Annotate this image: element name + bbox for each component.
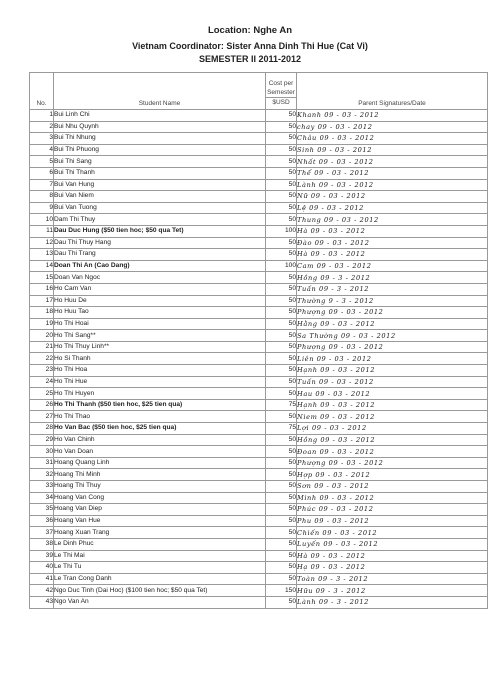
semester-heading: SEMESTER II 2011-2012 — [198, 54, 302, 64]
column-header-signature: Parent Signatures/Date — [297, 73, 488, 110]
parent-signature: Cam 09 - 03 - 2012 — [297, 260, 488, 272]
parent-signature: Hợp 09 - 03 - 2012 — [297, 469, 488, 481]
table-row — [30, 330, 488, 342]
student-name: Bui Thi Sang — [54, 156, 266, 168]
cost-value: 50 — [266, 365, 297, 377]
cost-value: 50 — [266, 133, 297, 145]
student-number: 1 — [30, 110, 54, 122]
student-number: 16 — [30, 283, 54, 295]
student-number: 12 — [30, 237, 54, 249]
table-row — [30, 434, 488, 446]
student-number: 24 — [30, 376, 54, 388]
student-number: 14 — [30, 260, 54, 272]
student-name: Doan Thi An (Cao Dang) — [54, 260, 266, 272]
student-name: Dam Thi Thuy — [54, 214, 266, 226]
parent-signature: Phúc 09 - 03 - 2012 — [297, 504, 488, 516]
cost-value: 100 — [266, 225, 297, 237]
table-row — [30, 121, 488, 133]
student-number: 8 — [30, 191, 54, 203]
student-name: Ho Thi Thanh ($50 tien hoc, $25 tien qua) — [54, 399, 266, 411]
cost-value: 50 — [266, 504, 297, 516]
student-number: 5 — [30, 156, 54, 168]
parent-signature: Hà 09 - 03 - 2012 — [297, 225, 488, 237]
parent-signature: Phượng 09 - 03 - 2012 — [297, 307, 488, 319]
cost-header-currency: $USD — [266, 97, 296, 107]
cost-value: 50 — [266, 156, 297, 168]
student-name: Dau Thi Thuy Hang — [54, 237, 266, 249]
student-number: 23 — [30, 365, 54, 377]
table-row — [30, 411, 488, 423]
table-row — [30, 585, 488, 597]
student-number: 32 — [30, 469, 54, 481]
parent-signature: Khanh 09 - 03 - 2012 — [297, 110, 488, 122]
parent-signature: Lành 09 - 3 - 2012 — [297, 596, 488, 608]
parent-signature: Hạnh 09 - 03 - 2012 — [297, 399, 488, 411]
parent-signature: Châu 09 - 03 - 2012 — [297, 133, 488, 145]
parent-signature: Lệ 09 - 03 - 2012 — [297, 202, 488, 214]
student-name: Le Tran Cong Danh — [54, 573, 266, 585]
cost-value: 50 — [266, 515, 297, 527]
parent-signature: Lành 09 - 03 - 2012 — [297, 179, 488, 191]
cost-value: 50 — [266, 562, 297, 574]
table-row — [30, 399, 488, 411]
student-number: 41 — [30, 573, 54, 585]
student-name: Hoang Van Diep — [54, 504, 266, 516]
table-row — [30, 527, 488, 539]
parent-signature: Tuấn 09 - 3 - 2012 — [297, 283, 488, 295]
column-header-no: No. — [30, 73, 54, 110]
roster-body — [30, 110, 488, 609]
parent-signature: Lợi 09 - 03 - 2012 — [297, 423, 488, 435]
cost-value: 50 — [266, 538, 297, 550]
cost-value: 50 — [266, 202, 297, 214]
cost-value: 50 — [266, 388, 297, 400]
table-header-row — [30, 73, 488, 110]
student-name: Dau Duc Hung ($50 tien hoc; $50 qua Tet) — [54, 225, 266, 237]
student-number: 29 — [30, 434, 54, 446]
student-number: 40 — [30, 562, 54, 574]
cost-value: 50 — [266, 307, 297, 319]
student-name: Ho Cam Van — [54, 283, 266, 295]
table-row — [30, 562, 488, 574]
table-row — [30, 341, 488, 353]
student-name: Hoang Van Cong — [54, 492, 266, 504]
cost-value: 50 — [266, 179, 297, 191]
student-name: Bui Thi Thanh — [54, 167, 266, 179]
table-row — [30, 272, 488, 284]
parent-signature: chay 09 - 03 - 2012 — [297, 121, 488, 133]
cost-value: 50 — [266, 167, 297, 179]
student-number: 18 — [30, 307, 54, 319]
parent-signature: Liên 09 - 03 - 2012 — [297, 353, 488, 365]
table-row — [30, 376, 488, 388]
parent-signature: Thung 09 - 03 - 2012 — [297, 214, 488, 226]
parent-signature: Hà 09 - 03 - 2012 — [297, 249, 488, 261]
table-row — [30, 202, 488, 214]
cost-value: 50 — [266, 295, 297, 307]
student-name: Ho Van Doan — [54, 446, 266, 458]
table-row — [30, 492, 488, 504]
student-number: 33 — [30, 481, 54, 493]
cost-value: 75 — [266, 423, 297, 435]
student-name: Ho Thi Huyen — [54, 388, 266, 400]
table-row — [30, 573, 488, 585]
parent-signature: Hà 09 - 03 - 2012 — [297, 550, 488, 562]
cost-value: 50 — [266, 353, 297, 365]
parent-signature: Đào 09 - 03 - 2012 — [297, 237, 488, 249]
student-name: Doan Van Ngoc — [54, 272, 266, 284]
parent-signature: Hồng 09 - 3 - 2012 — [297, 272, 488, 284]
parent-signature: Phượng 09 - 03 - 2012 — [297, 341, 488, 353]
table-row — [30, 596, 488, 608]
student-number: 11 — [30, 225, 54, 237]
table-row — [30, 538, 488, 550]
table-row — [30, 515, 488, 527]
parent-signature: Minh 09 - 03 - 2012 — [297, 492, 488, 504]
student-name: Bui Thi Nhung — [54, 133, 266, 145]
cost-value: 50 — [266, 272, 297, 284]
student-name: Ho Thi Hue — [54, 376, 266, 388]
student-number: 6 — [30, 167, 54, 179]
cost-value: 50 — [266, 191, 297, 203]
student-name: Ho Thi Thuy Linh** — [54, 341, 266, 353]
student-name: Bui Van Hung — [54, 179, 266, 191]
cost-value: 150 — [266, 585, 297, 597]
student-number: 31 — [30, 457, 54, 469]
cost-value: 50 — [266, 249, 297, 261]
cost-value: 50 — [266, 481, 297, 493]
student-number: 26 — [30, 399, 54, 411]
cost-value: 50 — [266, 527, 297, 539]
table-row — [30, 550, 488, 562]
table-row — [30, 144, 488, 156]
table-row — [30, 481, 488, 493]
parent-signature: Thường 9 - 3 - 2012 — [297, 295, 488, 307]
parent-signature: Hau 09 - 03 - 2012 — [297, 388, 488, 400]
table-row — [30, 167, 488, 179]
table-row — [30, 225, 488, 237]
student-name: Bui Van Niem — [54, 191, 266, 203]
table-row — [30, 318, 488, 330]
table-row — [30, 260, 488, 272]
student-number: 3 — [30, 133, 54, 145]
student-number: 35 — [30, 504, 54, 516]
parent-signature: Phượng 09 - 03 - 2012 — [297, 457, 488, 469]
cost-value: 50 — [266, 376, 297, 388]
cost-value: 50 — [266, 550, 297, 562]
table-row — [30, 237, 488, 249]
parent-signature: Nhất 09 - 03 - 2012 — [297, 156, 488, 168]
student-name: Ho Thi Sang** — [54, 330, 266, 342]
student-name: Hoang Quang Linh — [54, 457, 266, 469]
student-name: Dau Thi Trang — [54, 249, 266, 261]
cost-value: 50 — [266, 283, 297, 295]
table-row — [30, 249, 488, 261]
student-name: Le Dinh Phuc — [54, 538, 266, 550]
table-row — [30, 307, 488, 319]
parent-signature: Sa Thường 09 - 03 - 2012 — [297, 330, 488, 342]
parent-signature: Chiến 09 - 03 - 2012 — [297, 527, 488, 539]
student-number: 10 — [30, 214, 54, 226]
student-name: Bui Linh Chi — [54, 110, 266, 122]
cost-value: 50 — [266, 596, 297, 608]
student-name: Bui Van Tuong — [54, 202, 266, 214]
cost-value: 50 — [266, 341, 297, 353]
student-number: 7 — [30, 179, 54, 191]
student-number: 38 — [30, 538, 54, 550]
student-number: 28 — [30, 423, 54, 435]
cost-value: 50 — [266, 144, 297, 156]
table-row — [30, 191, 488, 203]
table-row — [30, 133, 488, 145]
student-name: Ho Thi Hoai — [54, 318, 266, 330]
parent-signature: Hữu 09 - 3 - 2012 — [297, 585, 488, 597]
student-number: 4 — [30, 144, 54, 156]
student-number: 15 — [30, 272, 54, 284]
student-number: 42 — [30, 585, 54, 597]
student-number: 27 — [30, 411, 54, 423]
cost-value: 50 — [266, 492, 297, 504]
cost-value: 50 — [266, 411, 297, 423]
student-name: Ho Van Bac ($50 tien hoc, $25 tien qua) — [54, 423, 266, 435]
parent-signature: Sinh 09 - 03 - 2012 — [297, 144, 488, 156]
table-row — [30, 353, 488, 365]
table-row — [30, 295, 488, 307]
table-row — [30, 283, 488, 295]
student-name: Ngo Van An — [54, 596, 266, 608]
student-name: Ho Si Thanh — [54, 353, 266, 365]
parent-signature: Tuấn 09 - 03 - 2012 — [297, 376, 488, 388]
cost-header-line2: Semester — [267, 89, 295, 96]
location-heading: Location: Nghe An — [207, 25, 293, 36]
student-name: Ho Huu Tao — [54, 307, 266, 319]
student-name: Hoang Xuan Trang — [54, 527, 266, 539]
parent-signature: Sơn 09 - 03 - 2012 — [297, 481, 488, 493]
student-number: 13 — [30, 249, 54, 261]
coordinator-heading: Vietnam Coordinator: Sister Anna Dinh Thi Hue (Cat Vi) — [132, 41, 368, 51]
table-row — [30, 423, 488, 435]
student-number: 43 — [30, 596, 54, 608]
student-number: 20 — [30, 330, 54, 342]
cost-value: 50 — [266, 121, 297, 133]
parent-signature: Niem 09 - 03 - 2012 — [297, 411, 488, 423]
parent-signature: Toàn 09 - 3 - 2012 — [297, 573, 488, 585]
table-row — [30, 179, 488, 191]
cost-value: 50 — [266, 214, 297, 226]
student-name: Hoang Van Hue — [54, 515, 266, 527]
table-row — [30, 446, 488, 458]
student-number: 37 — [30, 527, 54, 539]
cost-value: 50 — [266, 330, 297, 342]
table-row — [30, 214, 488, 226]
student-number: 22 — [30, 353, 54, 365]
parent-signature: Hồng 09 - 03 - 2012 — [297, 434, 488, 446]
student-number: 36 — [30, 515, 54, 527]
parent-signature: Phu 09 - 03 - 2012 — [297, 515, 488, 527]
student-name: Ho Thi Hoa — [54, 365, 266, 377]
parent-signature: Nữ 09 - 03 - 2012 — [297, 191, 488, 203]
student-name: Bui Thi Phuong — [54, 144, 266, 156]
table-row — [30, 457, 488, 469]
student-number: 19 — [30, 318, 54, 330]
cost-value: 50 — [266, 237, 297, 249]
table-row — [30, 388, 488, 400]
table-row — [30, 110, 488, 122]
student-name: Ngo Duc Tinh (Dai Hoc) ($100 tien hoc; $50 qua Tet) — [54, 585, 266, 597]
parent-signature: Hạ 09 - 03 - 2012 — [297, 562, 488, 574]
cost-value: 50 — [266, 573, 297, 585]
student-name: Ho Thi Thao — [54, 411, 266, 423]
cost-value: 75 — [266, 399, 297, 411]
cost-value: 50 — [266, 434, 297, 446]
parent-signature: Hạnh 09 - 03 - 2012 — [297, 365, 488, 377]
student-number: 9 — [30, 202, 54, 214]
student-name: Hoang Thi Thuy — [54, 481, 266, 493]
student-name: Hoang Thi Minh — [54, 469, 266, 481]
table-row — [30, 504, 488, 516]
table-row — [30, 469, 488, 481]
student-name: Ho Huu De — [54, 295, 266, 307]
parent-signature: Hằng 09 - 03 - 2012 — [297, 318, 488, 330]
cost-value: 50 — [266, 469, 297, 481]
student-number: 30 — [30, 446, 54, 458]
cost-value: 50 — [266, 457, 297, 469]
parent-signature: Đoan 09 - 03 - 2012 — [297, 446, 488, 458]
parent-signature: Thể 09 - 03 - 2012 — [297, 167, 488, 179]
student-name: Le Thi Mai — [54, 550, 266, 562]
student-number: 25 — [30, 388, 54, 400]
student-number: 34 — [30, 492, 54, 504]
cost-value: 50 — [266, 446, 297, 458]
cost-header-line1: Cost per — [268, 80, 294, 87]
student-number: 2 — [30, 121, 54, 133]
student-number: 17 — [30, 295, 54, 307]
student-number: 39 — [30, 550, 54, 562]
column-header-student-name: Student Name — [54, 73, 266, 110]
student-roster-table — [29, 72, 488, 609]
student-name: Bui Nhu Quynh — [54, 121, 266, 133]
student-name: Ho Van Chinh — [54, 434, 266, 446]
cost-value: 100 — [266, 260, 297, 272]
parent-signature: Luyến 09 - 03 - 2012 — [297, 538, 488, 550]
column-header-cost — [266, 73, 297, 110]
student-name: Le Thi Tu — [54, 562, 266, 574]
table-row — [30, 365, 488, 377]
cost-value: 50 — [266, 318, 297, 330]
cost-value: 50 — [266, 110, 297, 122]
table-row — [30, 156, 488, 168]
student-number: 21 — [30, 341, 54, 353]
